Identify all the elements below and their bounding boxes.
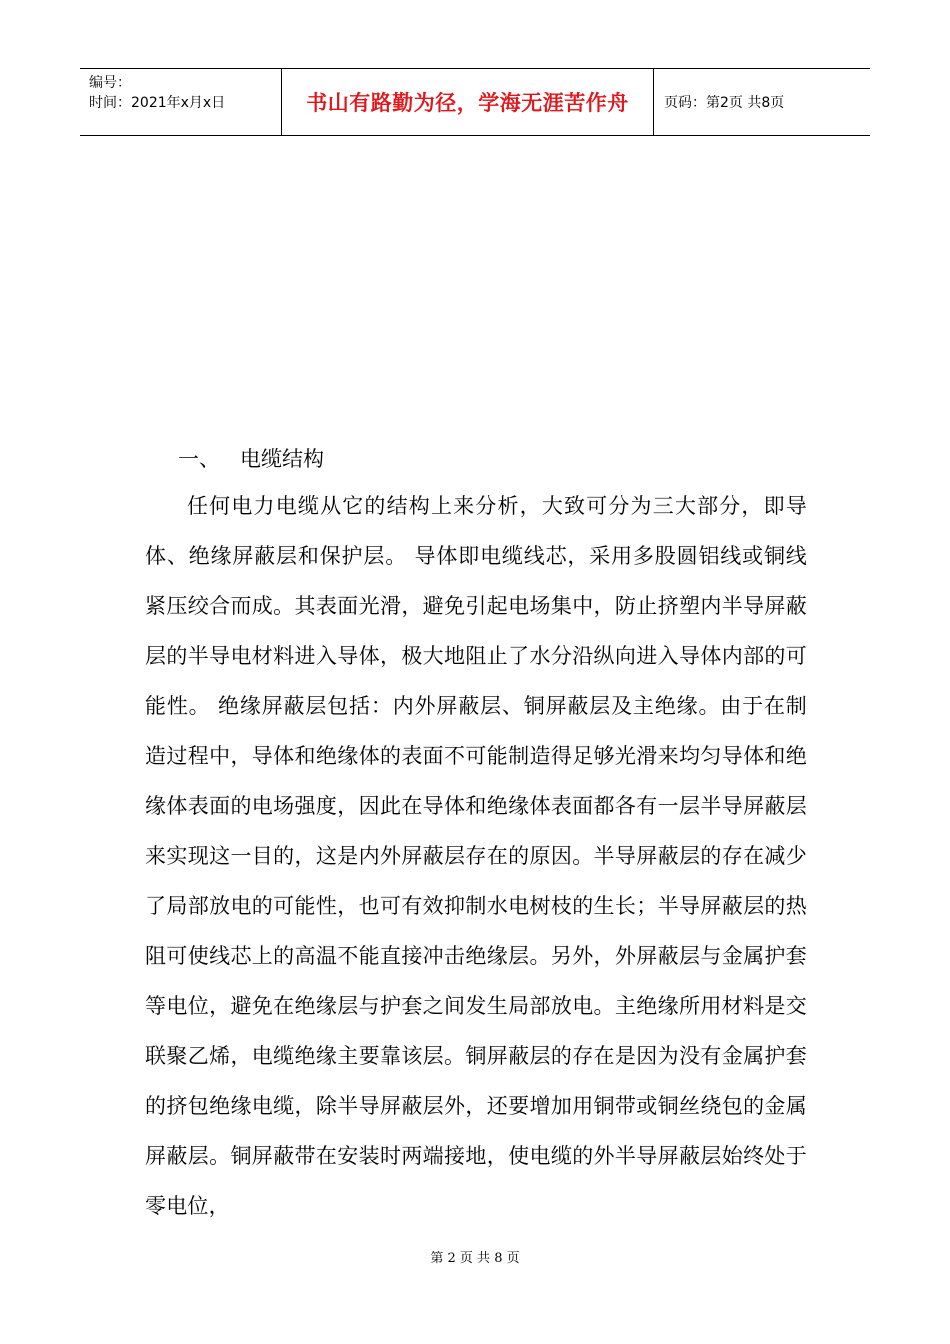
body-paragraph: 任何电力电缆从它的结构上来分析，大致可分为三大部分，即导体、绝缘屏蔽层和保护层。 导体即电缆线芯，采用多股圆铝线或铜线紧压绞合而成。其表面光滑，避免引起电场集中，防止挤塑内半导屏蔽层的半导电材料进入导体，极大地阻止了水分沿纵向进入导体内部的可能性。 绝缘屏蔽层包括：内外屏蔽层、铜屏蔽层及主绝缘。由于在制造过程中，导体和绝缘体的表面不可能制造得足够光滑来均匀导体和绝缘体表面的电场强度，因此在导体和绝缘体表面都各有一层半导屏蔽层来实现这一目的，这是内外屏蔽层存在的原因。半导屏蔽层的存在减少了局部放电的可能性，也可有效抑制水电树枝的生长；半导屏蔽层的热阻可使线芯上的高温不能直接冲击绝缘层。另外，外屏蔽层与金属护套等电位，避免在绝缘层与护套之间发生局部放电。主绝缘所用材料是交联聚乙烯，电缆绝缘主要靠该层。铜屏蔽层的存在是因为没有金属护套的挤包绝缘电缆，除半导屏蔽层外，还要增加用铜带或铜丝绕包的金属屏蔽层。铜屏蔽带在安装时两端接地，使电缆的外半导屏蔽层始终处于零电位， [145, 494, 807, 1218]
header-page-code: 页码：第2页 共8页 [664, 95, 785, 111]
section-number: 一、 [178, 447, 220, 471]
document-body [145, 437, 807, 1231]
section-heading [145, 437, 807, 481]
document-number-label: 编号： [89, 75, 131, 91]
document-date: 时间：2021年x月x日 [89, 95, 226, 111]
header-motto: 书山有路勤为径，学海无涯苦作舟 [306, 91, 629, 115]
section-title: 电缆结构 [240, 447, 324, 471]
page-footer: 第 2 页 共 8 页 [430, 1251, 520, 1266]
header-meta [80, 69, 282, 135]
header-motto-cell [282, 69, 654, 135]
header-table [80, 68, 870, 136]
